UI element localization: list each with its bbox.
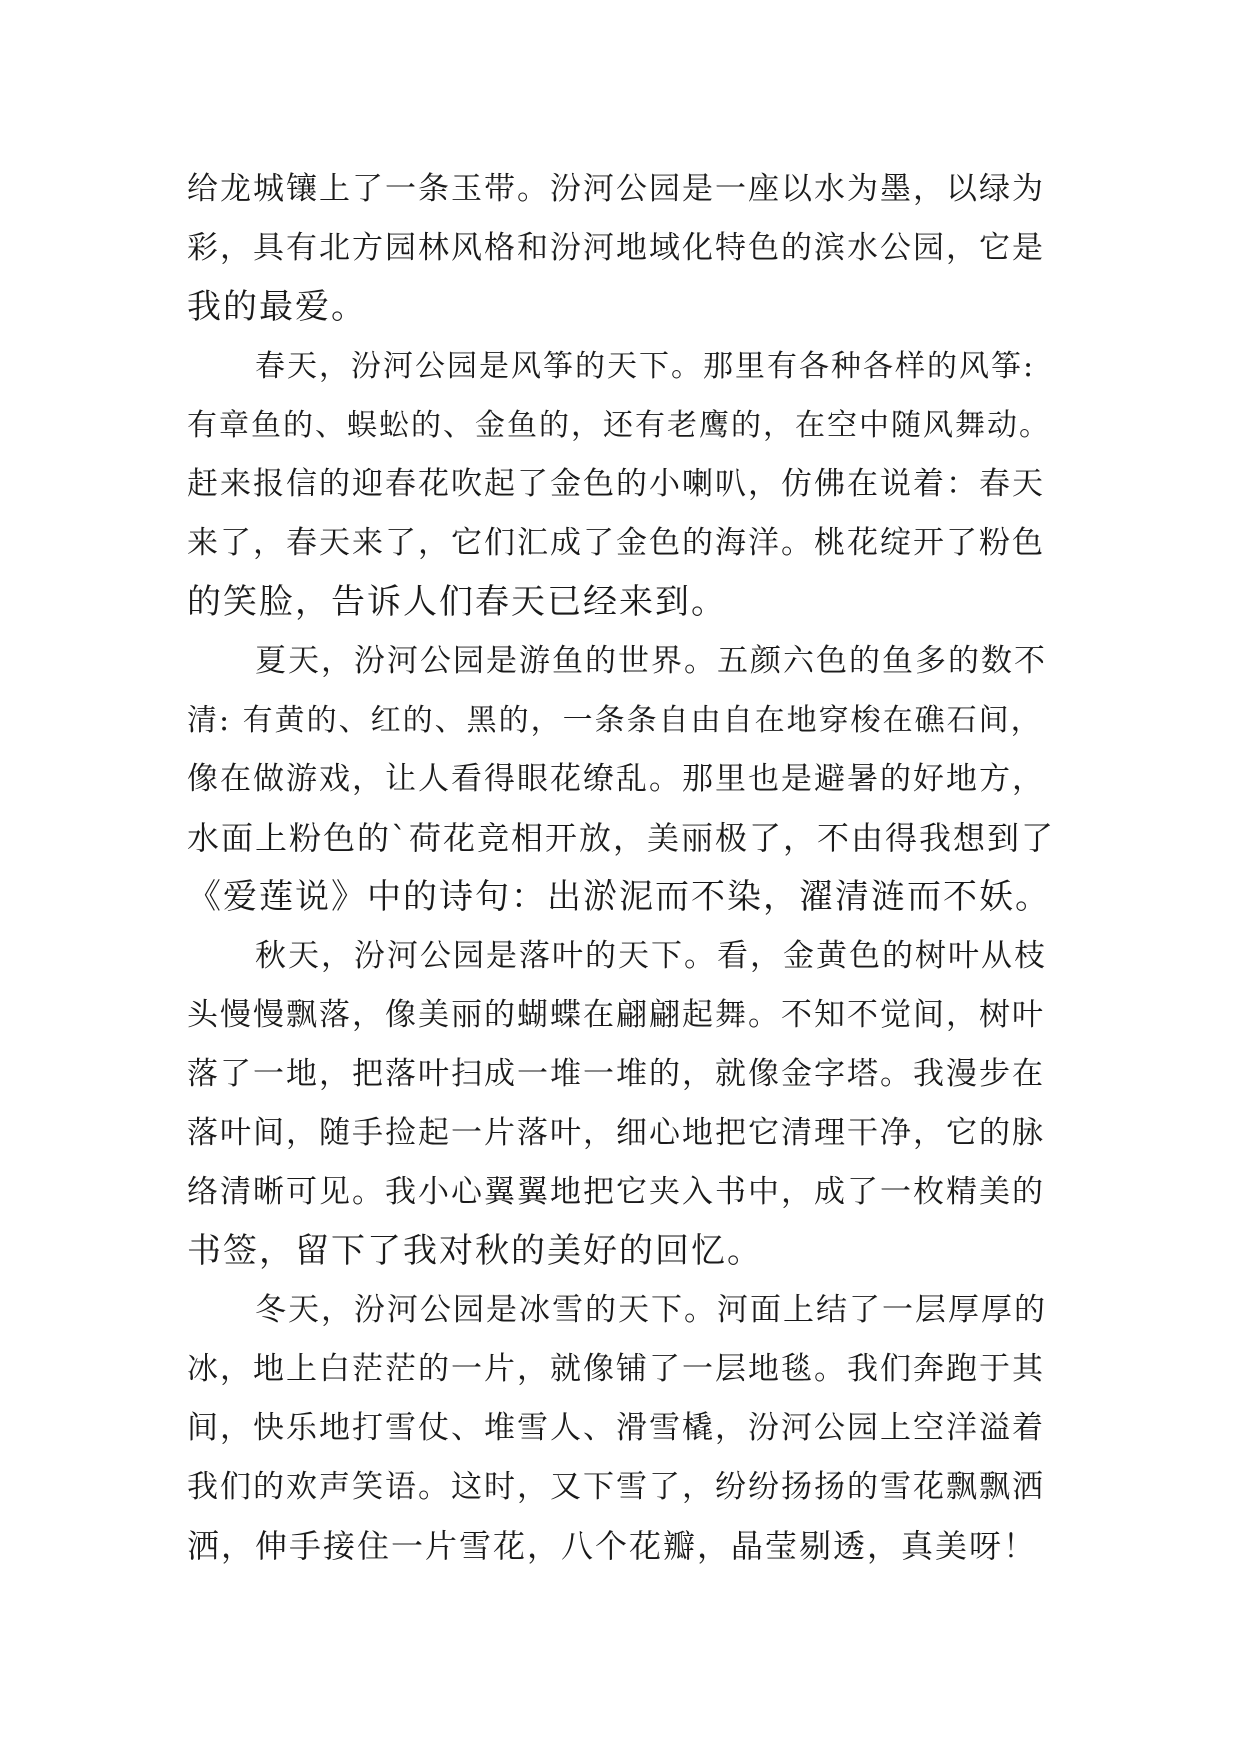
- text-line: 赶来报信的迎春花吹起了金色的小喇叭，仿佛在说着：春天: [187, 466, 1045, 502]
- text-line: 彩，具有北方园林风格和汾河地域化特色的滨水公园，它是: [187, 230, 1045, 266]
- text-line: 洒，伸手接住一片雪花，八个花瓣，晶莹剔透，真美呀！: [187, 1527, 1038, 1565]
- text-line: 清: 有黄的、红的、黑的，一条条自由自在地穿梭在礁石间，: [187, 703, 1043, 738]
- text-line: 书签，留下了我对秋的美好的回忆。: [187, 1231, 763, 1271]
- text-line: 络清晰可见。我小心翼翼地把它夹入书中，成了一枚精美的: [187, 1174, 1045, 1210]
- text-line: 有章鱼的、蜈蚣的、金鱼的，还有老鹰的，在空中随风舞动。: [187, 408, 1051, 443]
- text-line: 来了，春天来了，它们汇成了金色的海洋。桃花绽开了粉色: [187, 525, 1045, 561]
- paragraph-first-line-summer: 夏天，汾河公园是游鱼的世界。五颜六色的鱼多的数不: [255, 643, 1047, 679]
- paragraph-first-line-winter: 冬天，汾河公园是冰雪的天下。河面上结了一层厚厚的: [255, 1292, 1047, 1328]
- text-line: 落叶间，随手捡起一片落叶，细心地把它清理干净，它的脉: [187, 1115, 1045, 1151]
- text-line: 的笑脸，告诉人们春天已经来到。: [187, 582, 727, 622]
- text-line: 水面上粉色的`荷花竞相开放，美丽极了，不由得我想到了: [187, 819, 1056, 857]
- essay-body: [187, 160, 1057, 1576]
- text-line: 我们的欢声笑语。这时，又下雪了，纷纷扬扬的雪花飘飘洒: [187, 1469, 1045, 1505]
- text-line: 我的最爱。: [187, 287, 367, 327]
- text-line: 《爱莲说》中的诗句：出淤泥而不染，濯清涟而不妖。: [187, 877, 1051, 917]
- paragraph-first-line-spring: 春天，汾河公园是风筝的天下。那里有各种各样的风筝:: [255, 349, 1036, 384]
- paragraph-first-line-autumn: 秋天，汾河公园是落叶的天下。看，金黄色的树叶从枝: [255, 938, 1047, 974]
- text-line: 像在做游戏，让人看得眼花缭乱。那里也是避暑的好地方，: [187, 761, 1045, 797]
- text-line: 落了一地，把落叶扫成一堆一堆的，就像金字塔。我漫步在: [187, 1056, 1045, 1092]
- text-line: 冰，地上白茫茫的一片，就像铺了一层地毯。我们奔跑于其: [187, 1351, 1045, 1387]
- text-line: 头慢慢飘落，像美丽的蝴蝶在翩翩起舞。不知不觉间，树叶: [187, 997, 1045, 1033]
- text-line: 给龙城镶上了一条玉带。汾河公园是一座以水为墨，以绿为: [187, 171, 1045, 207]
- text-line: 间，快乐地打雪仗、堆雪人、滑雪橇，汾河公园上空洋溢着: [187, 1410, 1045, 1446]
